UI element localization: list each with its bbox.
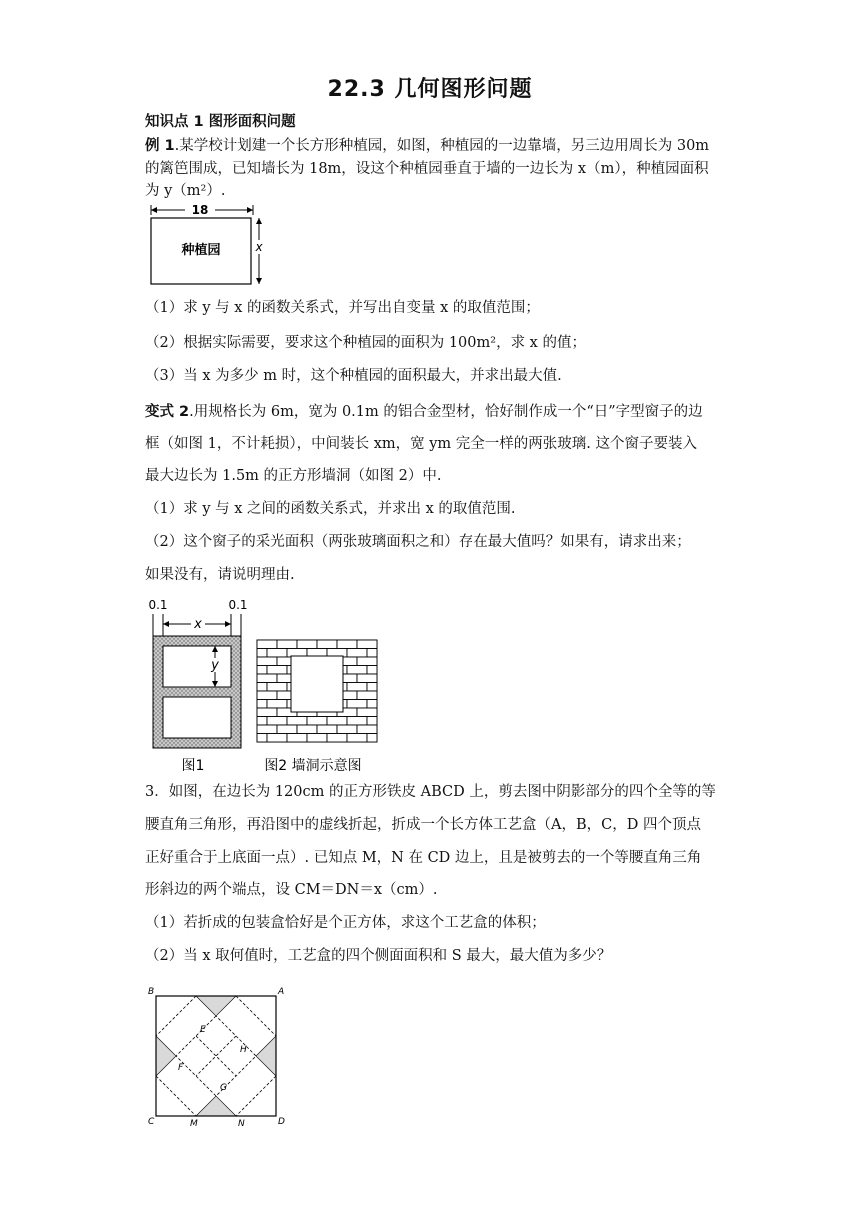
ex1-label: 例 1 — [145, 138, 175, 154]
label-G: G — [220, 1083, 227, 1093]
page-title: 22.3 几何图形问题 — [327, 77, 533, 102]
brick — [277, 725, 297, 734]
brick — [267, 666, 287, 675]
brick — [267, 700, 287, 709]
brick — [367, 666, 377, 675]
brick — [357, 725, 377, 734]
glass-bottom — [163, 697, 231, 738]
ex3-line3: 正好重合于上底面一点）. 已知点 M，N 在 CD 边上，且是被剪去的一个等腰直角三角 — [145, 850, 702, 866]
brick — [267, 717, 287, 726]
window-label-y: y — [211, 658, 219, 673]
window-label-left: 0.1 — [148, 598, 168, 612]
ex1-line2: 的篱笆围成，已知墙长为 18m，设这个种植园垂直于墙的一边长为 x（m），种植园面积 — [145, 161, 709, 177]
brick — [357, 640, 377, 649]
var2-line1: 变式 2.用规格长为 6m，宽为 0.1m 的铝合金型材，恰好制作成一个“日”字型窗子的边 — [145, 404, 703, 420]
brick — [257, 717, 267, 726]
brick — [257, 725, 277, 734]
brick — [357, 657, 377, 666]
garden-figure — [145, 200, 275, 292]
label-H: H — [240, 1045, 247, 1055]
shaded-triangle-right — [256, 1036, 276, 1076]
brick — [317, 640, 337, 649]
brick — [327, 717, 347, 726]
var2-line2: 框（如图 1，不计耗损），中间装长 xm，宽 ym 完全一样的两张玻璃. 这个窗子要装入 — [145, 436, 697, 452]
ex3-q2: （2）当 x 取何值时，工艺盒的四个侧面面积和 S 最大，最大值为多少？ — [145, 948, 612, 964]
brick — [267, 734, 287, 743]
brick — [257, 700, 267, 709]
brick — [347, 683, 367, 692]
brick — [297, 725, 317, 734]
var2-line3: 最大边长为 1.5m 的正方形墙洞（如图 2）中. — [145, 468, 442, 484]
brick — [337, 725, 357, 734]
brick — [347, 734, 367, 743]
brick — [257, 649, 267, 658]
brick — [297, 640, 317, 649]
garden-center-label: 种植园 — [181, 243, 221, 258]
caption-fig1: 图1 — [181, 758, 205, 774]
window-label-right: 0.1 — [228, 598, 248, 612]
var2-label: 变式 2 — [145, 404, 190, 420]
brick — [307, 717, 327, 726]
label-A: A — [278, 987, 285, 997]
brick — [367, 717, 377, 726]
brick — [257, 674, 277, 683]
brick — [287, 717, 307, 726]
brick — [367, 734, 377, 743]
brick — [287, 734, 307, 743]
brick — [257, 734, 267, 743]
ex1-line1: 例 1.某学校计划建一个长方形种植园，如图，种植园的一边靠墙，另三边用周长为 30m — [145, 138, 710, 154]
brick — [307, 734, 327, 743]
brick — [357, 674, 377, 683]
label-D: D — [278, 1117, 285, 1127]
shaded-triangle-bottom — [196, 1096, 236, 1116]
var2-q2b: 如果没有，请说明理由. — [145, 567, 295, 583]
brick-wall — [257, 640, 377, 742]
brick — [367, 683, 377, 692]
shaded-triangle-left — [156, 1036, 176, 1076]
brick — [257, 666, 267, 675]
ex3-q1: （1）若折成的包装盒恰好是个正方体，求这个工艺盒的体积； — [145, 915, 546, 931]
brick — [347, 649, 367, 658]
brick — [257, 657, 277, 666]
ex1-q3: （3）当 x 为多少 m 时，这个种植园的面积最大，并求出最大值. — [145, 368, 562, 384]
brick — [257, 640, 277, 649]
brick — [347, 700, 367, 709]
brick — [357, 708, 377, 717]
brick — [357, 691, 377, 700]
garden-side-label: x — [255, 240, 263, 254]
label-C: C — [148, 1117, 155, 1127]
brick — [257, 708, 277, 717]
ex1-line3: 为 y（m²）. — [145, 183, 226, 199]
brick — [267, 649, 287, 658]
ex3-line4: 形斜边的两个端点，设 CM＝DN＝x（cm）. — [145, 882, 438, 898]
brick — [267, 683, 287, 692]
brick — [277, 640, 297, 649]
var2-q1: （1）求 y 与 x 之间的函数关系式，并求出 x 的取值范围. — [145, 501, 516, 517]
brick — [337, 640, 357, 649]
shaded-triangle-top — [196, 996, 236, 1016]
ex3-line1: 3．如图，在边长为 120cm 的正方形铁皮 ABCD 上，剪去图中阴影部分的四个全等的等 — [145, 784, 716, 800]
section-heading: 知识点 1 图形面积问题 — [145, 114, 296, 130]
caption-fig2: 图2 墙洞示意图 — [264, 758, 362, 774]
square-figure — [142, 984, 292, 1132]
window-label-x: x — [194, 617, 202, 632]
brick — [317, 725, 337, 734]
label-F: F — [178, 1063, 184, 1073]
brick — [367, 649, 377, 658]
ex3-line2: 腰直角三角形，再沿图中的虚线折起，折成一个长方体工艺盒（A，B，C，D 四个顶点 — [145, 817, 701, 833]
ex1-q2: （2）根据实际需要，要求这个种植园的面积为 100m²，求 x 的值； — [145, 335, 586, 351]
var2-q2: （2）这个窗子的采光面积（两张玻璃面积之和）存在最大值吗？如果有，请求出来； — [145, 534, 691, 550]
brick — [347, 717, 367, 726]
brick — [367, 700, 377, 709]
window-figures — [145, 594, 385, 776]
label-M: M — [190, 1119, 198, 1129]
label-N: N — [238, 1119, 245, 1129]
brick — [347, 666, 367, 675]
garden-top-label: 18 — [191, 203, 209, 217]
wall-hole — [291, 656, 343, 712]
brick — [257, 691, 277, 700]
label-B: B — [148, 987, 155, 997]
ex1-q1: （1）求 y 与 x 的函数关系式，并写出自变量 x 的取值范围； — [145, 300, 540, 316]
label-E: E — [200, 1025, 206, 1035]
brick — [327, 734, 347, 743]
brick — [257, 683, 267, 692]
